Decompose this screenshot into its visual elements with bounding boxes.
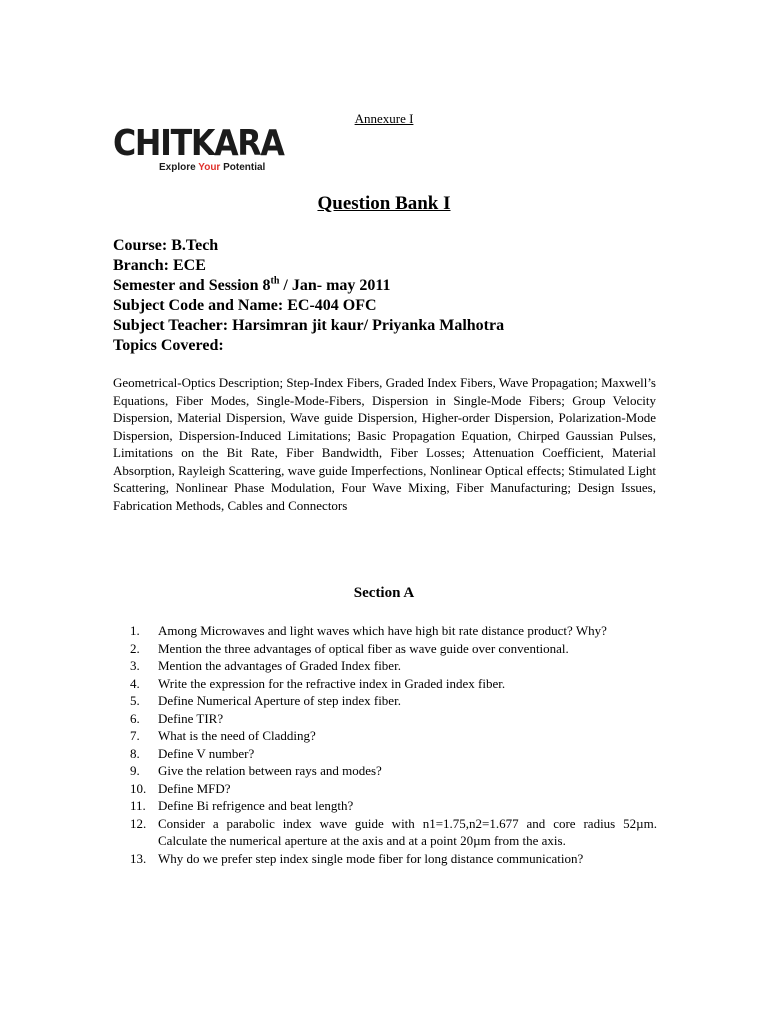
question-text: Write the expression for the refractive index in Graded index fiber. (158, 675, 506, 691)
question-text: Define Bi refrigence and beat length? (158, 798, 354, 813)
question-number: 7. (130, 728, 140, 743)
question-number: 13. (130, 850, 147, 866)
question-text: Mention the three advantages of optical fiber as wave guide over conventional. (158, 640, 569, 656)
list-item (130, 762, 657, 780)
question-number: 9. (130, 763, 140, 778)
branch-line: Branch: ECE (113, 257, 206, 274)
list-item (130, 692, 657, 710)
logo-tagline (159, 162, 265, 173)
list-item (130, 815, 657, 850)
question-text: Consider a parabolic index wave guide with n1=1.75,n2=1.677 and core radius 52µm. Calculate the numerical aperture at the axis and at a point 20µm from the axis. (158, 815, 657, 848)
logo-wordmark: CHITKARA (113, 123, 284, 164)
page-title (0, 193, 768, 215)
question-list (130, 622, 657, 867)
question-number: 4. (130, 675, 140, 691)
question-text: Define MFD? (158, 780, 231, 796)
semester-post: / Jan- may 2011 (279, 277, 391, 294)
question-number: 3. (130, 658, 140, 673)
question-text: Give the relation between rays and modes? (158, 763, 382, 778)
list-item (130, 675, 657, 693)
chitkara-logo (113, 124, 283, 176)
list-item (130, 657, 657, 675)
question-number: 11. (130, 798, 146, 813)
topics-heading: Topics Covered: (113, 337, 224, 354)
subject-line: Subject Code and Name: EC-404 OFC (113, 297, 377, 314)
topics-paragraph: Geometrical-Optics Description; Step-Index Fibers, Graded Index Fibers, Wave Propagation; Maxwell’s Equations, Fiber Modes, Single-Mode-Fibers, Dispersion in Single-Mode Fibers; Group Velocity Dispersion, Material Dispersion, Wave guide Dispersion, Higher-order Dispersion, Polarization-Mode Dispersion, Dispersion-Induced Limitations; Basic Propagation Equation, Chirped Gaussian Pulses, Limitations on the Bit Rate, Fiber Bandwidth, Fiber Losses; Attenuation Coefficient, Material Absorption, Rayleigh Scattering, wave guide Imperfections, Nonlinear Optical effects; Stimulated Light Scattering, Nonlinear Phase Modulation, Four Wave Mixing, Fiber Manufacturing; Design Issues, Fabrication Methods, Cables and Connectors (113, 375, 656, 513)
semester-line (113, 276, 504, 296)
list-item (130, 727, 657, 745)
question-text: Define TIR? (158, 710, 224, 726)
question-number: 10. (130, 780, 147, 796)
question-text: Why do we prefer step index single mode fiber for long distance communication? (158, 850, 584, 866)
page-title-text: Question Bank I (317, 193, 451, 214)
semester-sup: th (270, 275, 280, 287)
question-text: Define V number? (158, 745, 255, 761)
course-meta (113, 236, 504, 356)
list-item (130, 850, 657, 868)
question-number: 1. (130, 623, 140, 638)
list-item (130, 780, 657, 798)
annexure-label: Annexure I (354, 111, 414, 126)
question-number: 5. (130, 693, 140, 708)
list-item (130, 640, 657, 658)
list-item (130, 710, 657, 728)
teacher-line: Subject Teacher: Harsimran jit kaur/ Priyanka Malhotra (113, 317, 505, 334)
question-number: 6. (130, 710, 140, 726)
list-item (130, 797, 657, 815)
list-item (130, 745, 657, 763)
section-a-title: Section A (353, 585, 415, 601)
question-number: 8. (130, 745, 140, 761)
logo-tagline-pre: Explore (159, 162, 199, 173)
question-number: 2. (130, 640, 140, 656)
logo-tagline-highlight: Your (198, 162, 221, 173)
logo-tagline-post: Potential (220, 162, 266, 173)
question-text: Among Microwaves and light waves which have high bit rate distance product? Why? (158, 623, 607, 638)
question-text: What is the need of Cladding? (158, 728, 316, 743)
question-text: Mention the advantages of Graded Index fiber. (158, 658, 401, 673)
course-line: Course: B.Tech (113, 237, 219, 254)
semester-pre: Semester and Session 8 (113, 277, 271, 294)
list-item (130, 622, 657, 640)
question-number: 12. (130, 815, 147, 831)
question-text: Define Numerical Aperture of step index fiber. (158, 693, 401, 708)
